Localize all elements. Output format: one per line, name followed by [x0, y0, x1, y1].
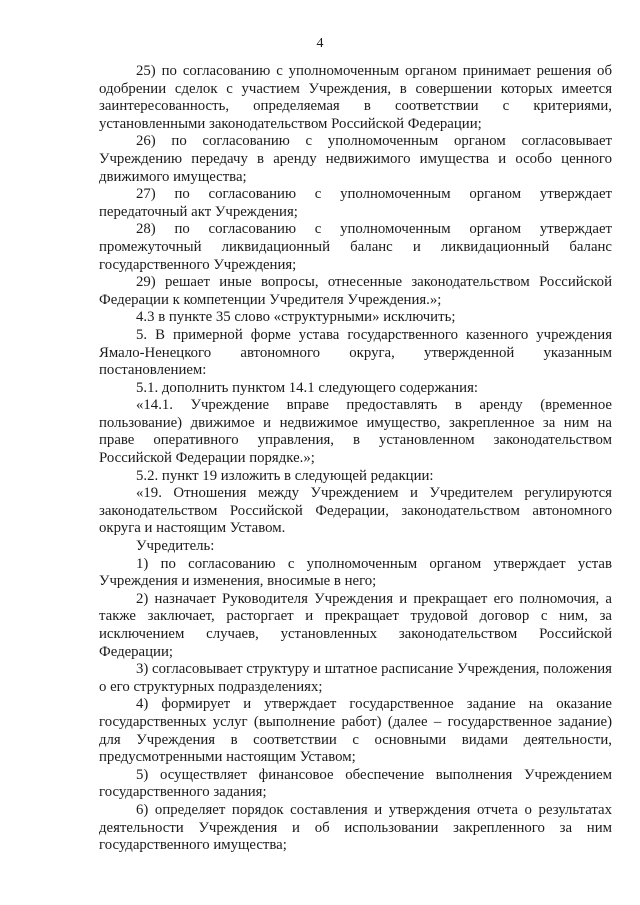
paragraph-founder-heading: Учредитель:: [136, 538, 215, 555]
document-body: [99, 63, 612, 855]
paragraph-clause-19: «19. Отношения между Учреждением и Учредителем регулируются законодательством Российской Федерации, законодательством автономного округа и настоящим Уставом.: [99, 485, 612, 537]
paragraph-item-25: 25) по согласованию с уполномоченным органом принимает решения об одобрении сделок с участием Учреждения, в совершении которых имеется заинтересованность, определяемая в соответствии с критериями, установленными законодательством Российской Федерации;: [99, 63, 612, 132]
paragraph-item-6: 6) определяет порядок составления и утверждения отчета о результатах деятельности Учреждения и об использовании закрепленного за ним государственного имущества;: [99, 801, 612, 854]
paragraph-item-2: 2) назначает Руководителя Учреждения и прекращает его полномочия, а также заключает, расторгает и прекращает трудовой договор с ним, за исключением случаев, установленных законодательством Российской Федерации;: [99, 590, 612, 660]
paragraph-item-5: 5) осуществляет финансовое обеспечение выполнения Учреждением государственного задания;: [99, 766, 612, 801]
paragraph-item-29: 29) решает иные вопросы, отнесенные законодательством Российской Федерации к компетенции Учредителя Учреждения.»;: [99, 274, 612, 308]
page-number: 4: [316, 36, 324, 51]
paragraph-item-4: 4) формирует и утверждает государственное задание на оказание государственных услуг (выполнение работ) (далее – государственное задание) для Учреждения в соответствии с основными видами деятельности, предусмотренными настоящим Уставом;: [99, 696, 612, 766]
paragraph-clause-5-2: 5.2. пункт 19 изложить в следующей редакции:: [136, 467, 434, 484]
paragraph-clause-5: 5. В примерной форме устава государственного казенного учреждения Ямало-Ненецкого автономного округа, утвержденной указанным постановлением:: [99, 326, 612, 379]
paragraph-item-1: 1) по согласованию с уполномоченным органом утверждает устав Учреждения и изменения, вносимые в него;: [99, 555, 612, 590]
paragraph-clause-5-1: 5.1. дополнить пунктом 14.1 следующего содержания:: [136, 379, 478, 396]
paragraph-item-26: 26) по согласованию с уполномоченным органом согласовывает Учреждению передачу в аренду недвижимого имущества и особо ценного движимого имущества;: [99, 133, 612, 185]
paragraph-clause-4-3: 4.3 в пункте 35 слово «структурными» исключить;: [136, 309, 456, 326]
paragraph-item-3: 3) согласовывает структуру и штатное расписание Учреждения, положения о его структурных подразделениях;: [99, 661, 612, 695]
paragraph-clause-14-1: «14.1. Учреждение вправе предоставлять в аренду (временное пользование) движимое и недвижимое имущество, закрепленное за ним на праве оперативного управления, в установленном законодательством Российской Федерации порядке.»;: [99, 397, 612, 467]
paragraph-item-27: 27) по согласованию с уполномоченным органом утверждает передаточный акт Учреждения;: [99, 186, 612, 220]
paragraph-item-28: 28) по согласованию с уполномоченным органом утверждает промежуточный ликвидационный баланс и ликвидационный баланс государственного Учреждения;: [99, 221, 612, 273]
